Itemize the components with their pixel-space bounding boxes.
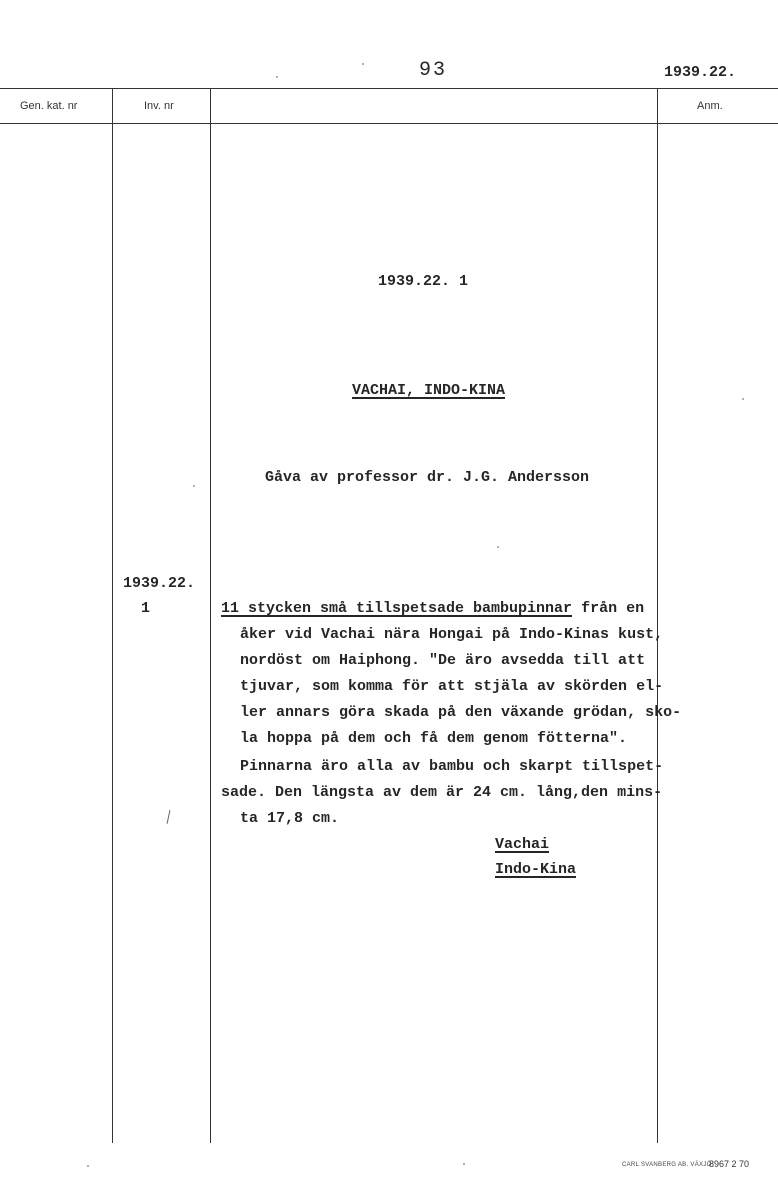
- description-first-rest: från en: [572, 600, 645, 617]
- location-line-2: Indo-Kina: [495, 861, 577, 878]
- donor-line: Gåva av professor dr. J.G. Andersson: [265, 469, 590, 486]
- header-top-rule: [0, 88, 778, 89]
- accession-group: 1939.22.: [664, 64, 737, 81]
- entry-number-heading: 1939.22. 1: [378, 273, 469, 290]
- page-number: 93: [419, 59, 448, 82]
- description-line: Pinnarna äro alla av bambu och skarpt tillspet-: [240, 758, 664, 775]
- form-number: 8967 2 70: [709, 1159, 750, 1169]
- inv-number: 1939.22.: [123, 575, 196, 592]
- description-line: [221, 600, 644, 617]
- printer-imprint: CARL SVANBERG AB. VÄXJÖ: [622, 1162, 712, 1168]
- column-divider-inv-text: [210, 88, 211, 1143]
- description-line: åker vid Vachai nära Hongai på Indo-Kinas kust,: [240, 626, 664, 643]
- paper-speck: [193, 485, 195, 487]
- description-line: sade. Den längsta av dem är 24 cm. lång,den mins-: [221, 784, 663, 801]
- column-header-inv: Inv. nr: [144, 100, 174, 112]
- column-header-gen-kat: Gen. kat. nr: [20, 100, 78, 112]
- inv-sub-number: 1: [141, 600, 151, 617]
- description-line: la hoppa på dem och få dem genom fötterna".: [240, 730, 628, 747]
- paper-speck: [742, 398, 744, 400]
- description-line: tjuvar, som komma för att stjäla av skörden el-: [240, 678, 664, 695]
- location-line-1: Vachai: [495, 836, 550, 853]
- paper-speck: [276, 76, 278, 78]
- column-header-anm: Anm.: [697, 100, 723, 112]
- paper-speck: [362, 63, 364, 65]
- column-divider-text-anm: [657, 88, 658, 1143]
- description-line: nordöst om Haiphong. "De äro avsedda till att: [240, 652, 646, 669]
- paper-speck: [87, 1165, 89, 1167]
- description-line: ta 17,8 cm.: [240, 810, 340, 827]
- description-line: ler annars göra skada på den växande grödan, sko-: [240, 704, 682, 721]
- pencil-mark: [167, 810, 172, 824]
- paper-speck: [497, 546, 499, 548]
- header-bottom-rule: [0, 123, 778, 124]
- place-heading: VACHAI, INDO-KINA: [352, 382, 506, 399]
- description-underlined: 11 stycken små tillspetsade bambupinnar: [221, 600, 573, 617]
- column-divider-gen-inv: [112, 88, 113, 1143]
- paper-speck: [463, 1163, 465, 1165]
